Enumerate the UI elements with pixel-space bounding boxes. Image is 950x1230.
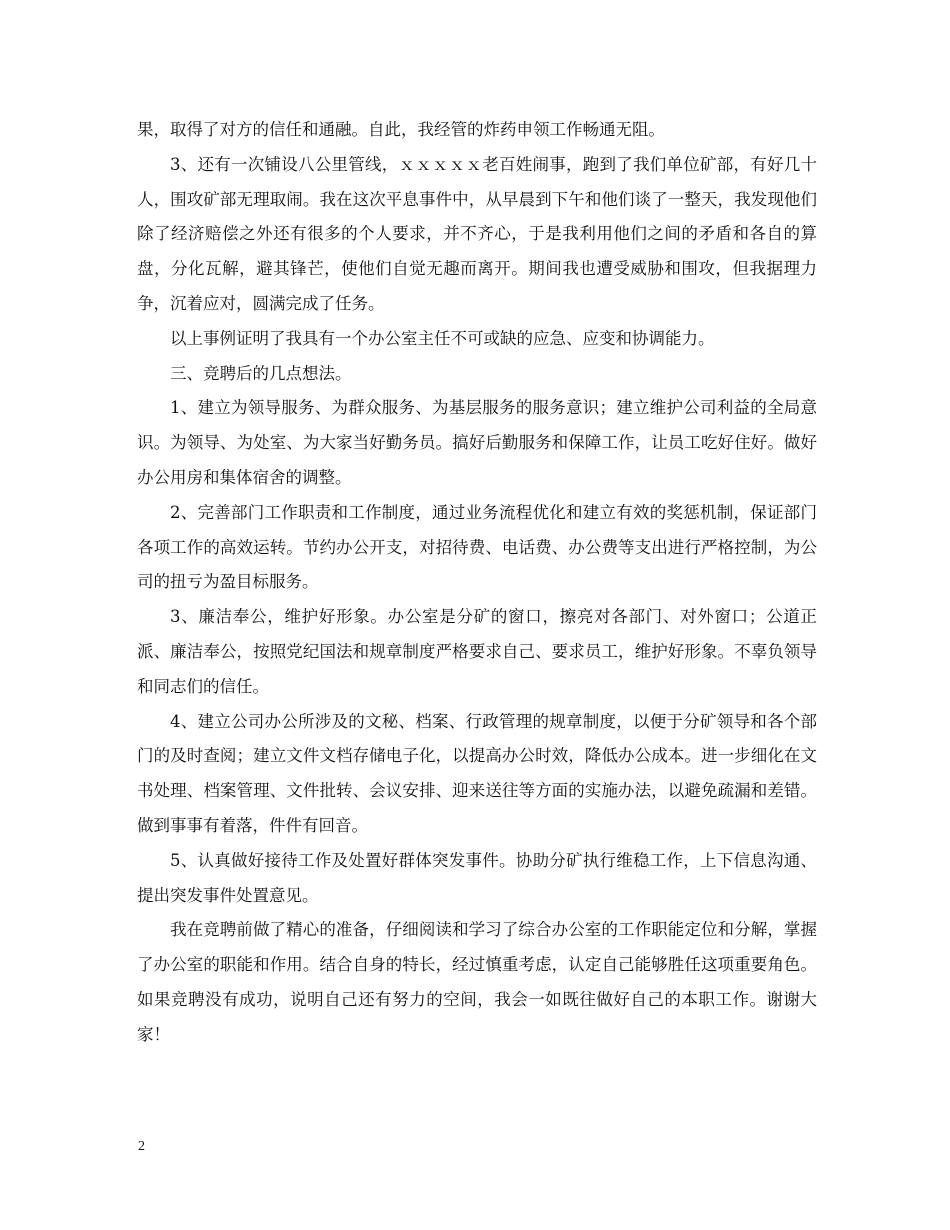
- section-heading-ideas: 三、竞聘后的几点想法。: [170, 363, 352, 383]
- paragraph-summary: 以上事例证明了我具有一个办公室主任不可或缺的应急、应变和协调能力。: [170, 328, 715, 348]
- paragraph-continuation: 果，取得了对方的信任和通融。自此，我经管的炸药申领工作畅通无阻。: [137, 120, 665, 139]
- paragraph-idea-2: 2、完善部门工作职责和工作制度，通过业务流程优化和建立有效的奖惩机制，保证部门各项工作的高效运转。节约办公开支，对招待费、电话费、办公费等支出进行严格控制，为公司的扭亏为盈目标服务。: [137, 502, 817, 592]
- paragraph-idea-1: 1、建立为领导服务、为群众服务、为基层服务的服务意识；建立维护公司利益的全局意识。为领导、为处室、为大家当好勤务员。搞好后勤服务和保障工作，让员工吃好住好。做好办公用房和集体宿舍的调整。: [137, 398, 817, 487]
- paragraph-closing: 我在竞聘前做了精心的准备，仔细阅读和学习了综合办公室的工作职能定位和分解，掌握了办公室的职能和作用。结合自身的特长，经过慎重考虑，认定自己能够胜任这项重要角色。如果竞聘没有成功，说明自己还有努力的空间，我会一如既往做好自己的本职工作。谢谢大家！: [137, 920, 817, 1044]
- paragraph-idea-5: 5、认真做好接待工作及处置好群体突发事件。协助分矿执行维稳工作，上下信息沟通、提出突发事件处置意见。: [137, 850, 817, 905]
- document-body: [137, 113, 817, 1053]
- paragraph-idea-4: 4、建立公司办公所涉及的文秘、档案、行政管理的规章制度，以便于分矿领导和各个部门的及时查阅；建立文件文档存储电子化，以提高办公时效，降低办公成本。进一步细化在文书处理、档案管理、文件批转、会议安排、迎来送往等方面的实施办法，以避免疏漏和差错。做到事事有着落，件件有回音。: [137, 711, 817, 835]
- paragraph-incident-3: 3、还有一次铺设八公里管线，ｘｘｘｘｘ老百姓闹事，跑到了我们单位矿部，有好几十人，围攻矿部无理取闹。我在这次平息事件中，从早晨到下午和他们谈了一整天，我发现他们除了经济赔偿之外还有很多的个人要求，并不齐心，于是我利用他们之间的矛盾和各自的算盘，分化瓦解，避其锋芒，使他们自觉无趣而离开。期间我也遭受威胁和围攻，但我据理力争，沉着应对，圆满完成了任务。: [137, 154, 817, 313]
- paragraph-idea-3: 3、廉洁奉公，维护好形象。办公室是分矿的窗口，擦亮对各部门、对外窗口；公道正派、廉洁奉公，按照党纪国法和规章制度严格要求自己、要求员工，维护好形象。不辜负领导和同志们的信任。: [137, 607, 817, 696]
- page-number: 2: [138, 1139, 145, 1154]
